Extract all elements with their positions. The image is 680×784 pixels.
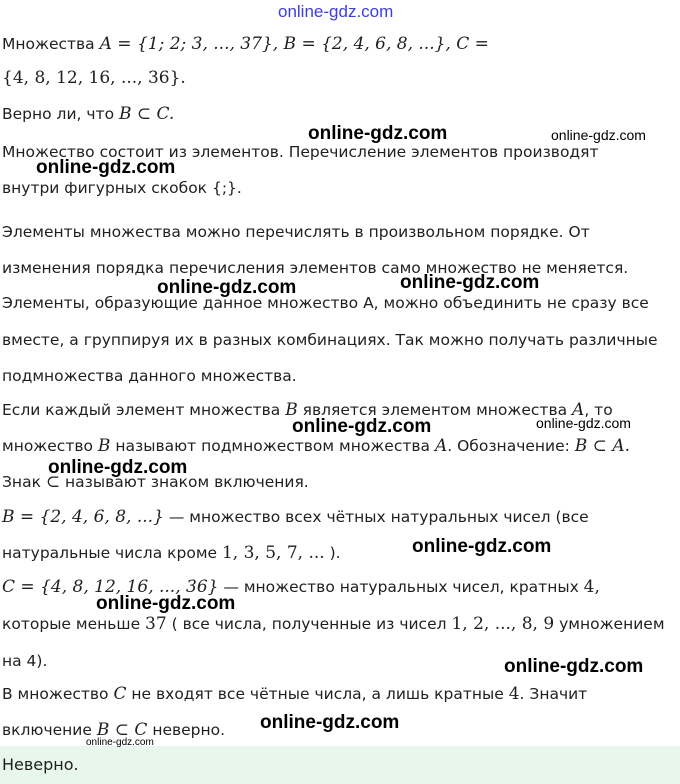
watermark: online-gdz.com [278, 2, 394, 21]
watermark: online-gdz.com [96, 593, 236, 614]
theory-p4b: множество B называют подмножеством множества A. Обозначение: B ⊂ A. [2, 436, 631, 456]
watermark: online-gdz.com [551, 127, 646, 143]
watermark: online-gdz.com [86, 737, 154, 748]
theory-p3c: подмножества данного множества. [2, 367, 297, 385]
solution-line-3: C = {4, 8, 12, 16, ..., 36} — множество натуральных чисел, кратных 4, [2, 577, 600, 597]
theory-p1a: Множество состоит из элементов. Перечисление элементов производят [2, 143, 599, 161]
watermark: online-gdz.com [292, 416, 432, 437]
solution-line-5: на 4). [2, 652, 48, 670]
problem-line-2: {4, 8, 12, 16, ..., 36}. [2, 68, 186, 88]
solution-line-6: В множество C не входят все чётные числа, а лишь кратные 4. Значит [2, 684, 588, 704]
watermark: online-gdz.com [400, 272, 540, 293]
theory-p3b: вместе, а группируя их в разных комбинациях. Так можно получать различные [2, 331, 658, 349]
watermark: online-gdz.com [48, 457, 188, 478]
watermark: online-gdz.com [412, 536, 552, 557]
watermark: online-gdz.com [157, 277, 297, 298]
theory-p3a: Элементы, образующие данное множество A, можно объединить не сразу все [2, 294, 649, 312]
theory-p5: Знак ⊂ называют знаком включения. [2, 472, 309, 492]
watermark: online-gdz.com [308, 123, 448, 144]
problem-question: Верно ли, что B ⊂ C. [2, 104, 175, 124]
theory-p2b: изменения порядка перечисления элементов само множество не меняется. [2, 259, 629, 277]
watermark: online-gdz.com [260, 712, 400, 733]
problem-line-1: Множества A = {1; 2; 3, ..., 37}, B = {2, 4, 6, 8, ...}, C = [2, 34, 489, 54]
theory-p4a: Если каждый элемент множества B является элементом множества A, то [2, 400, 613, 420]
watermark: online-gdz.com [536, 415, 631, 431]
watermark: online-gdz.com [504, 656, 644, 677]
theory-p2a: Элементы множества можно перечислять в произвольном порядке. От [2, 223, 590, 241]
solution-line-1: B = {2, 4, 6, 8, ...} — множество всех чётных натуральных чисел (все [2, 507, 589, 527]
solution-line-7: включение B ⊂ C неверно. [2, 720, 226, 740]
answer-text: Неверно. [2, 755, 79, 774]
solution-line-4: которые меньше 37 ( все числа, полученные из чисел 1, 2, ..., 8, 9 умножением [2, 614, 665, 634]
watermark: online-gdz.com [36, 157, 176, 178]
answer-box [0, 746, 680, 784]
solution-line-2: натуральные числа кроме 1, 3, 5, 7, ... ). [2, 543, 341, 563]
theory-p1b: внутри фигурных скобок {;}. [2, 179, 242, 197]
